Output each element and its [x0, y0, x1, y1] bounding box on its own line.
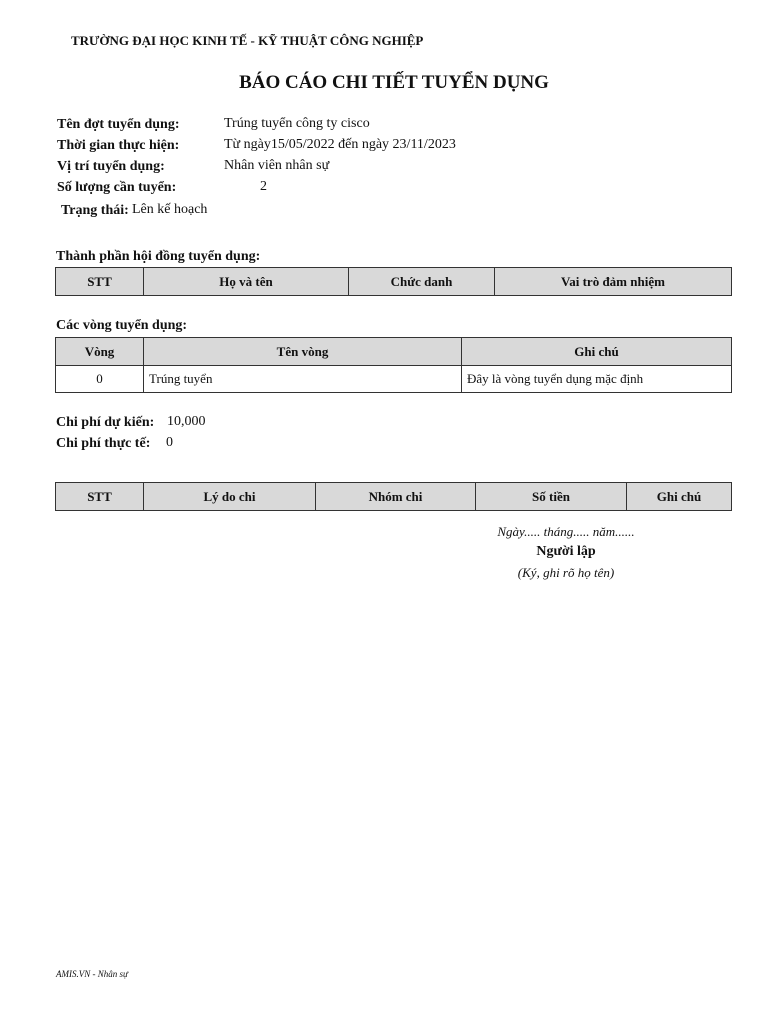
column-header: Ghi chú [462, 338, 732, 366]
batch-value: Trúng tuyển công ty cisco [224, 116, 370, 131]
footer-text: AMIS.VN - Nhân sự [56, 969, 128, 979]
column-header: Lý do chi [144, 483, 316, 511]
quantity-value: 2 [260, 179, 267, 194]
actual-cost-value: 0 [166, 435, 173, 450]
expected-cost-value: 10,000 [167, 414, 206, 429]
time-label: Thời gian thực hiện: [57, 138, 180, 153]
status-value: Lên kế hoạch [132, 202, 208, 217]
round-name-cell: Trúng tuyển [144, 366, 462, 393]
rounds-heading: Các vòng tuyển dụng: [56, 318, 188, 333]
status-label: Trạng thái: [61, 203, 129, 218]
column-header: Ghi chú [627, 483, 732, 511]
quantity-label: Số lượng cần tuyển: [57, 180, 177, 195]
rounds-table [55, 337, 732, 393]
expected-cost-label: Chi phí dự kiến: [56, 415, 155, 430]
table-header-row [56, 338, 732, 366]
column-header: Chức danh [349, 268, 495, 296]
position-value: Nhân viên nhân sự [224, 158, 330, 173]
actual-cost-label: Chi phí thực tế: [56, 436, 151, 451]
column-header: STT [56, 268, 144, 296]
committee-heading: Thành phần hội đồng tuyển dụng: [56, 249, 261, 264]
column-header: Họ và tên [144, 268, 349, 296]
signature-date-line: Ngày..... tháng..... năm...... [497, 524, 635, 539]
report-title: BÁO CÁO CHI TIẾT TUYỂN DỤNG [239, 72, 549, 93]
column-header: STT [56, 483, 144, 511]
column-header: Nhóm chi [316, 483, 476, 511]
position-label: Vị trí tuyển dụng: [57, 159, 165, 174]
time-value: Từ ngày15/05/2022 đến ngày 23/11/2023 [224, 137, 456, 152]
expenses-table [55, 482, 732, 511]
column-header: Số tiền [476, 483, 627, 511]
column-header: Vai trò đảm nhiệm [495, 268, 732, 296]
table-header-row [56, 483, 732, 511]
committee-table [55, 267, 732, 296]
signature-instruction: (Ký, ghi rõ họ tên) [517, 565, 615, 580]
batch-label: Tên đợt tuyển dụng: [57, 117, 180, 132]
round-number-cell: 0 [56, 366, 144, 393]
column-header: Vòng [56, 338, 144, 366]
school-name: TRƯỜNG ĐẠI HỌC KINH TẾ - KỸ THUẬT CÔNG NGHIỆP [71, 33, 424, 48]
signer-title: Người lập [536, 544, 596, 559]
table-header-row [56, 268, 732, 296]
column-header: Tên vòng [144, 338, 462, 366]
table-row [56, 366, 732, 393]
round-note-cell: Đây là vòng tuyển dụng mặc định [462, 366, 732, 393]
